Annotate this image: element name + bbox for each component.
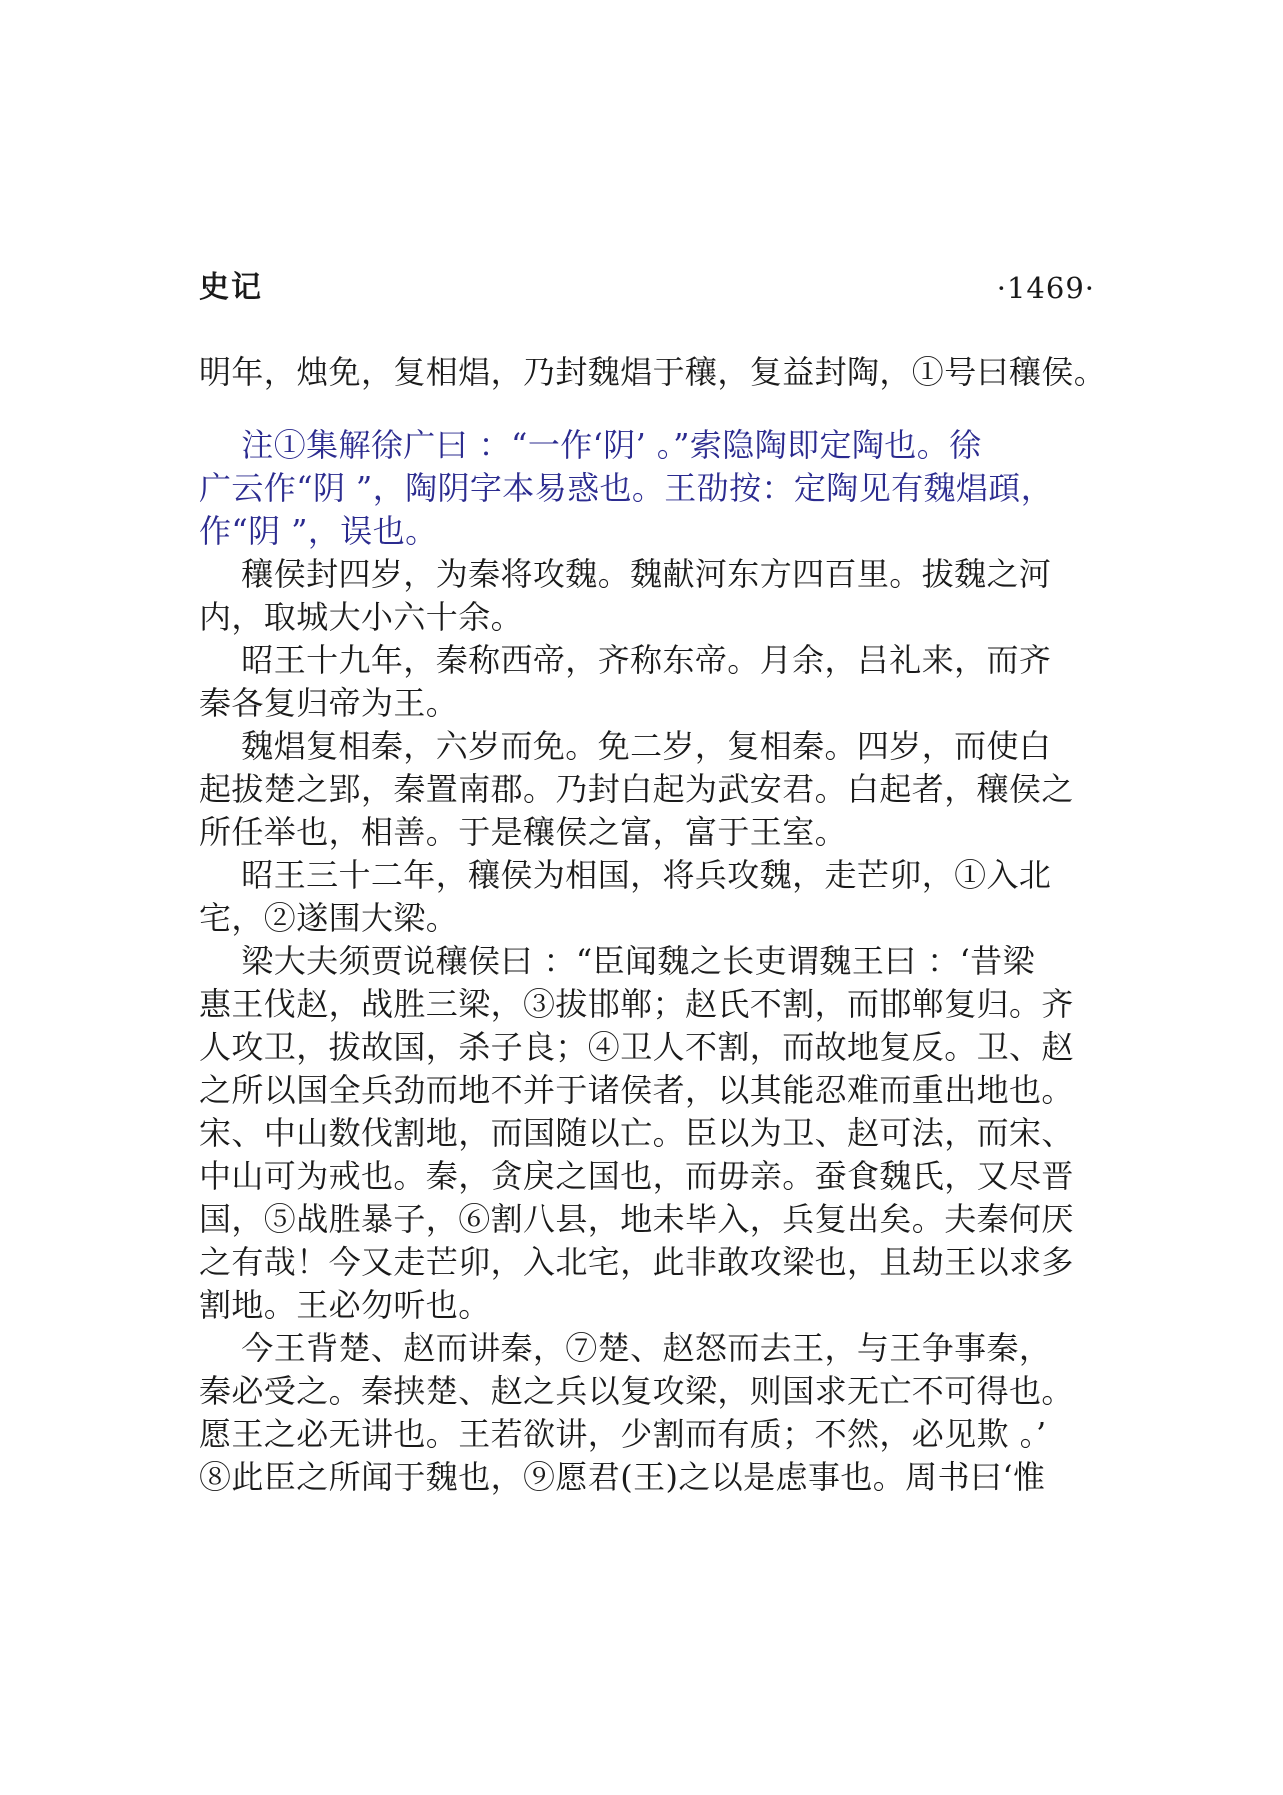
text-line: 内，取城大小六十余。 <box>199 598 524 636</box>
text-line: 愿王之必无讲也。王若欲讲，少割而有质；不然，必见欺 。’ <box>199 1415 1047 1453</box>
text-line: 秦各复归帝为王。 <box>199 684 459 722</box>
annotation-line: 注①集解徐广曰 ：“一作‘阴’ 。”索隐陶即定陶也。徐 <box>199 426 982 464</box>
text-line: 明年，烛免，复相焻，乃封魏焻于穰，复益封陶，①号曰穰侯。 <box>199 353 1107 391</box>
text-line: 穰侯封四岁，为秦将攻魏。魏献河东方四百里。拔魏之河 <box>199 555 1052 593</box>
text-line: ⑧此臣之所闻于魏也，⑨愿君(王)之以是虑事也。周书曰‘惟 <box>199 1458 1046 1496</box>
text-line: 之有哉！今又走芒卯，入北宅，此非敢攻梁也，且劫王以求多 <box>199 1243 1074 1281</box>
text-line: 宋、中山数伐割地，而国随以亡。臣以为卫、赵可法，而宋、 <box>199 1114 1074 1152</box>
text-line: 秦必受之。秦挟楚、赵之兵以复攻梁，则国求无亡不可得也。 <box>199 1372 1074 1410</box>
text-line: 中山可为戒也。秦，贪戾之国也，而毋亲。蚕食魏氏，又尽晋 <box>199 1157 1074 1195</box>
text-line: 割地。王必勿听也。 <box>199 1286 491 1324</box>
body-text <box>199 351 1107 1499</box>
page-header <box>199 268 1095 308</box>
text-line: 人攻卫，拔故国，杀子良；④卫人不割，而故地复反。卫、赵 <box>199 1028 1074 1066</box>
text-line: 所任举也，相善。于是穰侯之富，富于王室。 <box>199 813 848 851</box>
annotation-line: 广云作“阴 ”，陶阴字本易惑也。王劭按：定陶见有魏焻頙， <box>199 469 1054 507</box>
page-number: ·1469· <box>996 271 1095 305</box>
text-line: 今王背楚、赵而讲秦，⑦楚、赵怒而去王，与王争事秦， <box>199 1329 1052 1367</box>
annotation-line: 作“阴 ”，误也。 <box>199 512 438 550</box>
text-line: 魏焻复相秦，六岁而免。免二岁，复相秦。四岁，而使白 <box>199 727 1052 765</box>
text-line: 宅，②遂围大梁。 <box>199 899 459 937</box>
annotation-block <box>199 424 1099 553</box>
book-title: 史记 <box>199 270 263 305</box>
text-line: 昭王三十二年，穰侯为相国，将兵攻魏，走芒卯，①入北 <box>199 856 1052 894</box>
paragraph-gap <box>199 394 1099 424</box>
text-line: 惠王伐赵，战胜三梁，③拔邯郸；赵氏不割，而邯郸复归。齐 <box>199 985 1074 1023</box>
text-line: 之所以国全兵劲而地不并于诸侯者，以其能忍难而重出地也。 <box>199 1071 1074 1109</box>
text-line: 昭王十九年，秦称西帝，齐称东帝。月余，吕礼来，而齐 <box>199 641 1052 679</box>
text-line: 梁大夫须贾说穰侯曰 ：“臣闻魏之长吏谓魏王曰 ：‘昔梁 <box>199 942 1035 980</box>
text-line: 起拔楚之郢，秦置南郡。乃封白起为武安君。白起者，穰侯之 <box>199 770 1074 808</box>
text-line: 国，⑤战胜暴子，⑥割八县，地未毕入，兵复出矣。夫秦何厌 <box>199 1200 1074 1238</box>
